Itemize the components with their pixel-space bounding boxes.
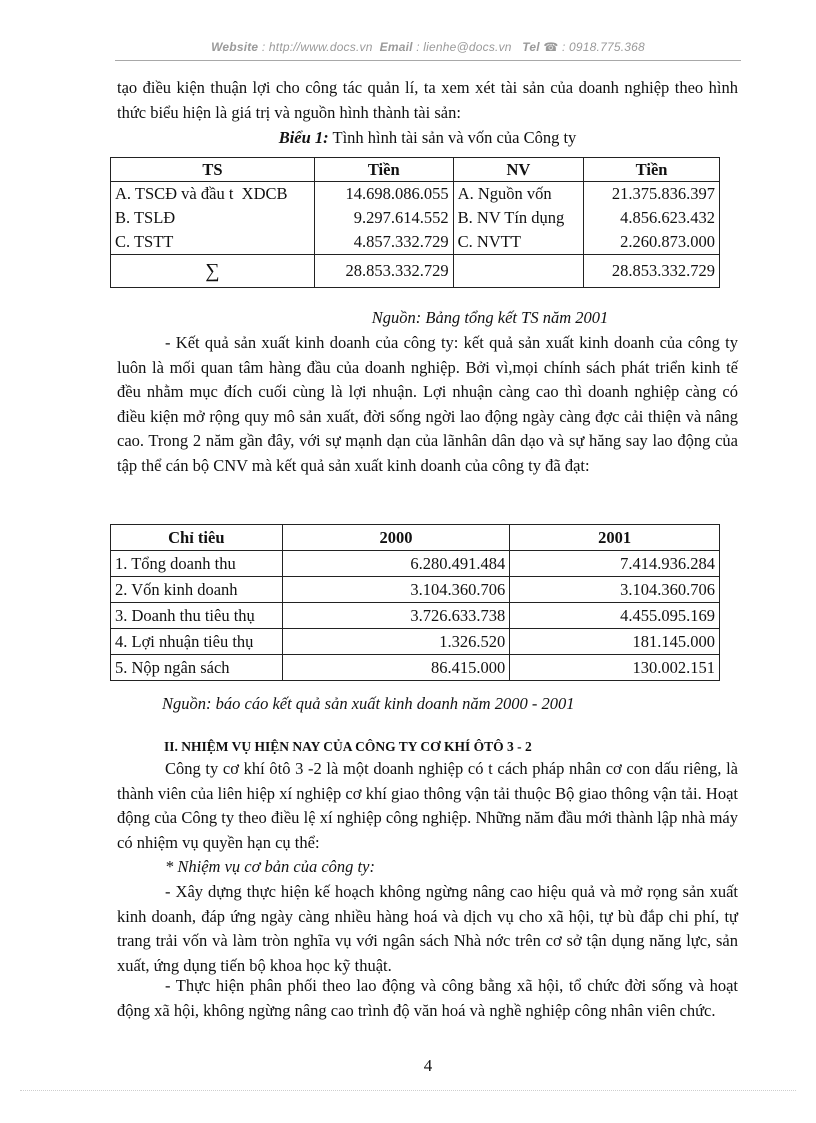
footer-divider	[20, 1090, 796, 1091]
page-header	[115, 40, 741, 54]
table-cell: A. Nguồn vốn	[453, 182, 583, 207]
table-row	[111, 629, 720, 655]
table-cell: 3.104.360.706	[282, 577, 510, 603]
table-cell: 130.002.151	[510, 655, 720, 681]
table-cell: C. TSTT	[111, 230, 315, 255]
table-cell: C. NVTT	[453, 230, 583, 255]
table1-caption-text: Tình hình tài sản và vốn của Công ty	[328, 128, 577, 147]
table-header-cell: 2000	[282, 525, 510, 551]
table1-caption	[117, 126, 738, 151]
bullet-distribution: - Thực hiện phân phối theo lao động và công bằng xã hội, tổ chức đời sống và hoạt động xã hội, không ngừng nâng cao trình độ văn hoá và nghề nghiệp công nhân viên chức.	[117, 976, 738, 1020]
table-header-cell: TS	[111, 158, 315, 182]
section-title: II. NHIỆM VỤ HIỆN NAY CỦA CÔNG TY CƠ KHÍ ÔTÔ 3 - 2	[164, 739, 532, 754]
intro-paragraph: tạo điều kiện thuận lợi cho công tác quản lí, ta xem xét tài sản của doanh nghiệp theo hình thức biểu hiện là giá trị và nguồn hình thành tài sản:	[117, 78, 738, 122]
tel-value: ☎ : 0918.775.368	[543, 40, 645, 54]
table-cell: 3.104.360.706	[510, 577, 720, 603]
subheading: * Nhiệm vụ cơ bản của công ty:	[165, 857, 375, 876]
table-row	[111, 230, 720, 255]
sum-symbol: ∑	[111, 255, 315, 288]
table-cell: 1. Tổng doanh thu	[111, 551, 283, 577]
table-cell: 5. Nộp ngân sách	[111, 655, 283, 681]
table-row	[111, 182, 720, 207]
results-paragraph: - Kết quả sản xuất kinh doanh của công ty: kết quả sản xuất kinh doanh của công ty luôn là mối quan tâm hàng đầu của doanh nghiệp. Bởi vì,mọi chính sách phát triển kinh tế đều nhằm mục đích cuối cùng là lợi nhuận. Lợi nhuận càng cao thì doanh nghiệp càng có điều kiện mở rộng quy mô sản xuất, đời sống ngời lao động ngày càng đợc cải thiện và nâng cao. Trong 2 năm gần đây, với sự mạnh dạn của lãnhân dân dạo và sự hăng say lao động của tập thể cán bộ CNV mà kết quả sản xuất kinh doanh của công ty đã đạt:	[117, 333, 738, 475]
email-value: : lienhe@docs.vn	[416, 40, 512, 54]
table-cell: 7.414.936.284	[510, 551, 720, 577]
table-header-row	[111, 525, 720, 551]
table-cell: 28.853.332.729	[314, 255, 453, 288]
table-cell: B. TSLĐ	[111, 206, 315, 230]
table-row	[111, 577, 720, 603]
table2-source: Nguồn: báo cáo kết quả sản xuất kinh doanh năm 2000 - 2001	[162, 694, 575, 713]
table-cell: 3. Doanh thu tiêu thụ	[111, 603, 283, 629]
table-cell: 181.145.000	[510, 629, 720, 655]
header-divider	[115, 60, 741, 61]
table-header-cell: Tiền	[314, 158, 453, 182]
table-row	[111, 655, 720, 681]
table-cell: 2.260.873.000	[584, 230, 720, 255]
table-header-cell: NV	[453, 158, 583, 182]
page-number: 4	[423, 1056, 433, 1075]
tel-label: Tel	[522, 40, 540, 54]
table-cell: B. NV Tín dụng	[453, 206, 583, 230]
email-label: Email	[379, 40, 413, 54]
assets-capital-table	[110, 157, 720, 288]
website-label: Website	[211, 40, 259, 54]
table-cell: 9.297.614.552	[314, 206, 453, 230]
table1-caption-label: Biểu 1:	[278, 128, 329, 147]
table1-source: Nguồn: Bảng tổng kết TS năm 2001	[371, 308, 609, 327]
table-cell: 4.856.623.432	[584, 206, 720, 230]
table-header-row	[111, 158, 720, 182]
table-cell: 1.326.520	[282, 629, 510, 655]
business-results-table	[110, 524, 720, 681]
table-header-cell: 2001	[510, 525, 720, 551]
table-cell: 28.853.332.729	[584, 255, 720, 288]
bullet-production: - Xây dựng thực hiện kế hoạch không ngừng nâng cao hiệu quả và mở rọng sản xuất kinh doanh, đáp ứng ngày càng nhiều hàng hoá và dịch vụ cho xã hội, tự bù đắp chi phí, tự trang trải vốn và làm tròn nghĩa vụ với ngân sách Nhà nớc trên cơ sở tận dụng năng lực, sản xuất, ứng dụng tiến bộ khoa học kỹ thuật.	[117, 882, 738, 975]
table-cell: A. TSCĐ và đầu t XDCB	[111, 182, 315, 207]
table-cell	[453, 255, 583, 288]
table-header-cell: Chỉ tiêu	[111, 525, 283, 551]
table-row	[111, 551, 720, 577]
table-cell: 4.455.095.169	[510, 603, 720, 629]
section-paragraph: Công ty cơ khí ôtô 3 -2 là một doanh nghiệp có t cách pháp nhân cơ con dấu riêng, là thành viên của liên hiệp xí nghiệp cơ khí giao thông vận tải thuộc Bộ giao thông vận tải. Hoạt động của Công ty theo điều lệ xí nghiệp công nghiệp. Những năm đầu mới thành lập nhà máy có nhiệm vụ quyền hạn cụ thể:	[117, 759, 738, 852]
website-value: : http://www.docs.vn	[261, 40, 373, 54]
table-cell: 6.280.491.484	[282, 551, 510, 577]
table-row	[111, 603, 720, 629]
table-cell: 21.375.836.397	[584, 182, 720, 207]
table-cell: 4. Lợi nhuận tiêu thụ	[111, 629, 283, 655]
table-cell: 3.726.633.738	[282, 603, 510, 629]
table-cell: 2. Vốn kinh doanh	[111, 577, 283, 603]
table-cell: 4.857.332.729	[314, 230, 453, 255]
table-total-row	[111, 255, 720, 288]
table-header-cell: Tiền	[584, 158, 720, 182]
table-row	[111, 206, 720, 230]
table-cell: 86.415.000	[282, 655, 510, 681]
table-cell: 14.698.086.055	[314, 182, 453, 207]
